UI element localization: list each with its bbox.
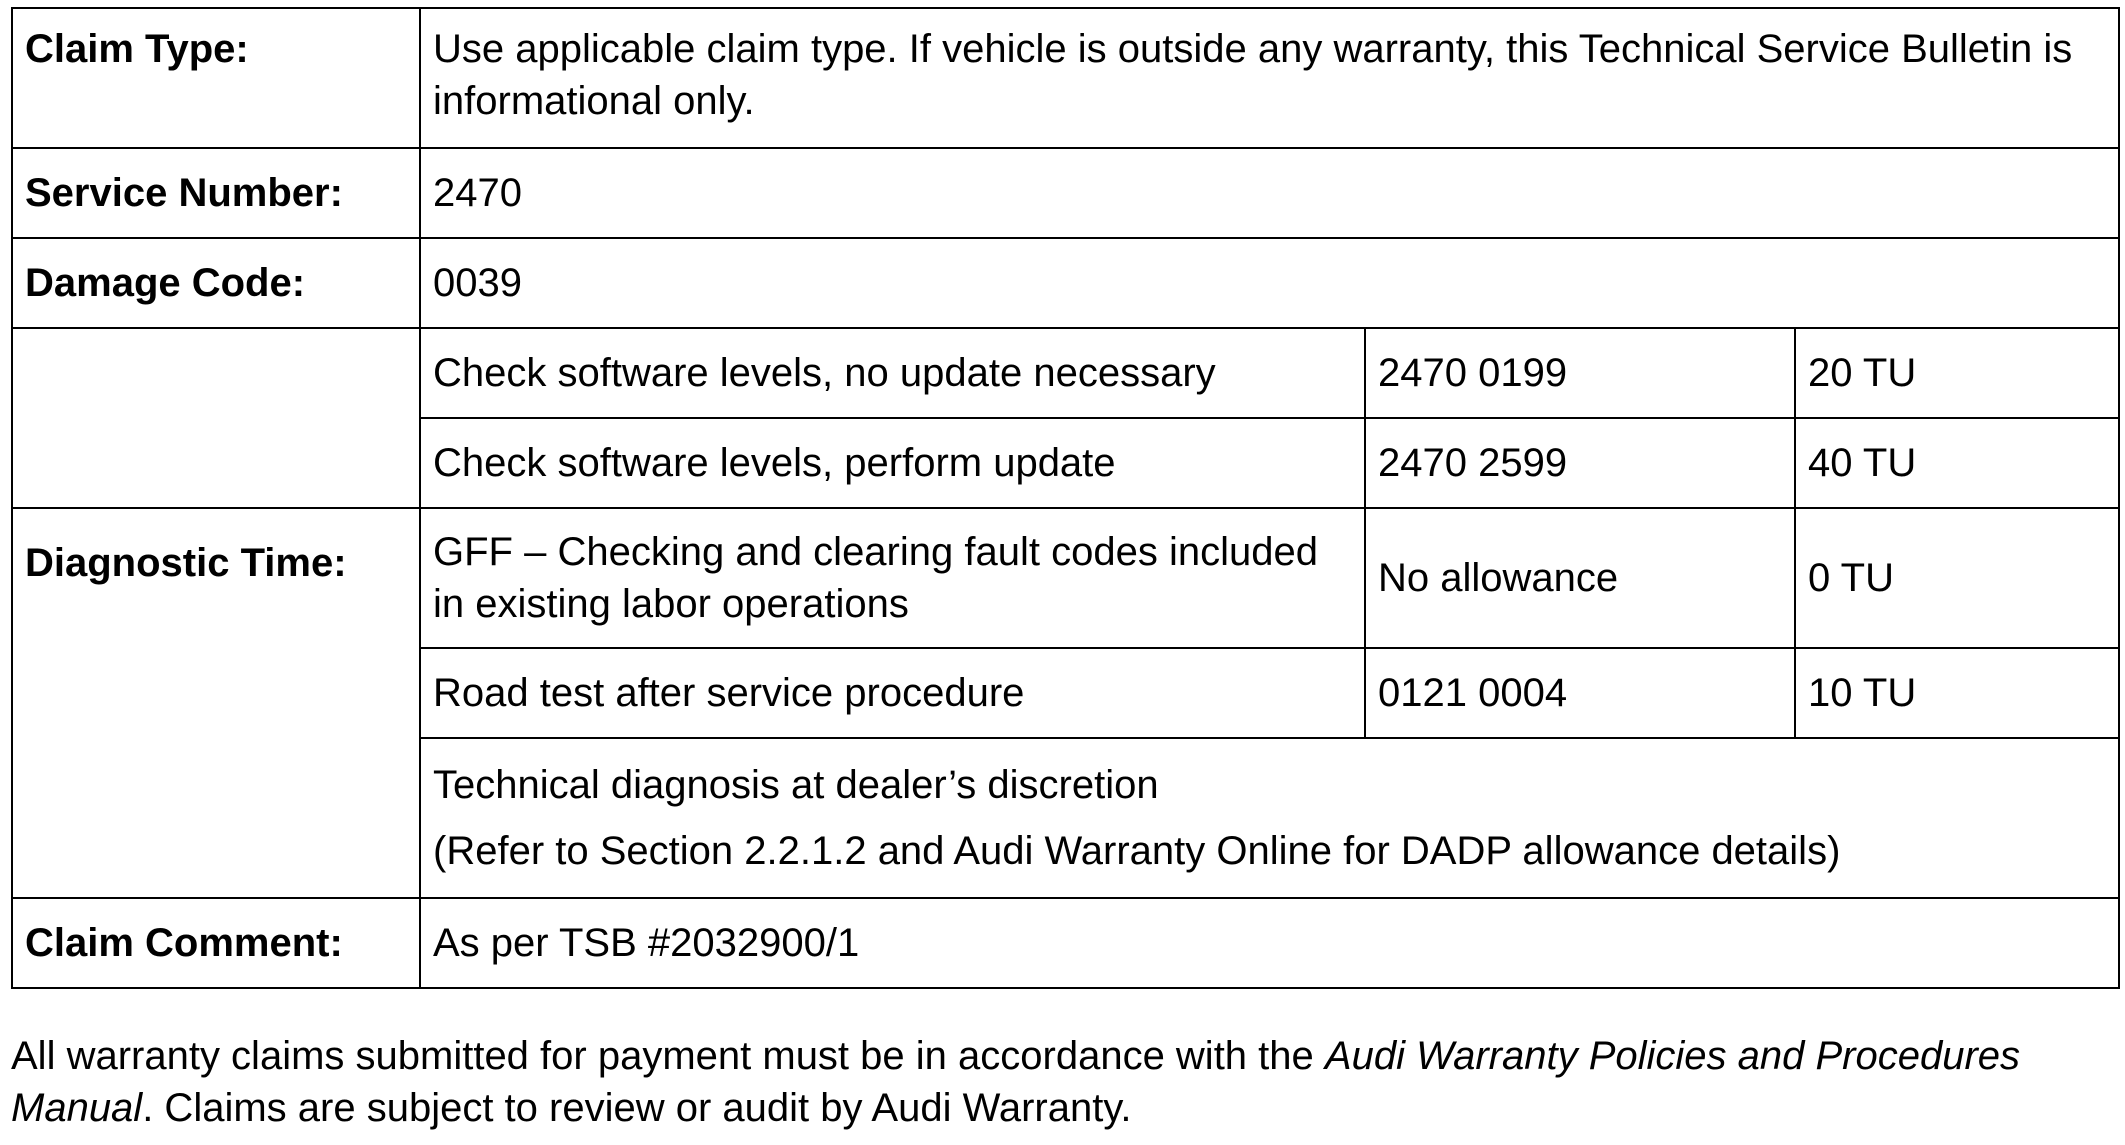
technical-diagnosis-text: Technical diagnosis at dealer’s discretion [433, 763, 1159, 807]
manual-title: Audi Warranty Policies and Procedures Manual [11, 1034, 2021, 1130]
diagnostic-operation-code: 0121 0004 [1365, 648, 1795, 738]
footer-text-before: All warranty claims submitted for payment must be in accordance with the [11, 1034, 1325, 1078]
diagnostic-operation-code: No allowance [1365, 508, 1795, 648]
warranty-info-table [11, 7, 2120, 989]
diagnostic-operation-row [12, 508, 2119, 648]
technical-diagnosis-note: (Refer to Section 2.2.1.2 and Audi Warranty Online for DADP allowance details) [433, 829, 1841, 873]
claim-comment-value: As per TSB #2032900/1 [420, 898, 2119, 988]
warranty-footer-note [11, 1030, 2118, 1134]
labor-operations-empty-label [12, 328, 420, 508]
service-number-label: Service Number: [12, 148, 420, 238]
diagnostic-operation-time: 0 TU [1795, 508, 2119, 648]
damage-code-label: Damage Code: [12, 238, 420, 328]
labor-operation-description: Check software levels, no update necessary [420, 328, 1365, 418]
labor-operation-code: 2470 0199 [1365, 328, 1795, 418]
labor-operation-code: 2470 2599 [1365, 418, 1795, 508]
footer-text-after: . Claims are subject to review or audit by Audi Warranty. [142, 1086, 1132, 1130]
labor-operation-row [12, 328, 2119, 418]
labor-operation-description: Check software levels, perform update [420, 418, 1365, 508]
claim-type-row [12, 8, 2119, 148]
diagnostic-time-label: Diagnostic Time: [12, 508, 420, 898]
claim-comment-row [12, 898, 2119, 988]
service-number-value: 2470 [420, 148, 2119, 238]
service-number-row [12, 148, 2119, 238]
labor-operation-time: 20 TU [1795, 328, 2119, 418]
claim-type-value: Use applicable claim type. If vehicle is outside any warranty, this Technical Service Bulletin is informational only. [420, 8, 2119, 148]
diagnostic-operation-description: Road test after service procedure [420, 648, 1365, 738]
claim-type-label: Claim Type: [12, 8, 420, 148]
diagnostic-operation-time: 10 TU [1795, 648, 2119, 738]
labor-operation-time: 40 TU [1795, 418, 2119, 508]
technical-diagnosis-cell [420, 738, 2119, 898]
damage-code-row [12, 238, 2119, 328]
damage-code-value: 0039 [420, 238, 2119, 328]
diagnostic-operation-description: GFF – Checking and clearing fault codes included in existing labor operations [420, 508, 1365, 648]
claim-comment-label: Claim Comment: [12, 898, 420, 988]
